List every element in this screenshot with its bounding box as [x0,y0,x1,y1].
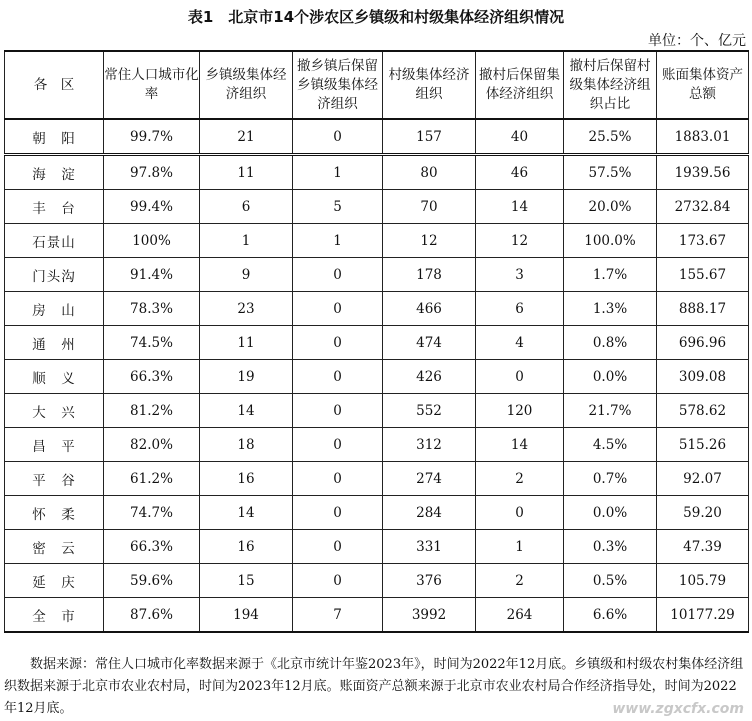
cell-total-assets: 10177.29 [657,598,749,633]
cell-retained-village-share: 6.6% [564,598,657,633]
header-row [5,51,749,119]
cell-retained-village-share: 0.3% [564,530,657,564]
cell-retained-township-orgs: 0 [293,360,383,394]
cell-retained-township-orgs: 0 [293,530,383,564]
unit-label: 单位：个、亿元 [648,33,746,49]
cell-urbanization-rate: 87.6% [104,598,200,633]
footnote: 数据来源：常住人口城市化率数据来源于《北京市统计年鉴2023年》，时间为2022年12月底。乡镇级和村级农村集体经济组织数据来源于北京市农业农村局，时间为2023年12月底。账面资产总额来源于北京市农业农村局合作经济指导处，时间为2022年12月底。 [4,657,744,716]
cell-retained-village-orgs: 12 [476,224,564,258]
table-body [5,119,749,632]
table-row [5,530,749,564]
cell-retained-township-orgs: 0 [293,462,383,496]
cell-retained-township-orgs: 5 [293,190,383,224]
cell-total-assets: 1939.56 [657,155,749,190]
cell-township-orgs: 194 [200,598,293,633]
cell-retained-township-orgs: 1 [293,155,383,190]
table-row [5,598,749,633]
cell-total-assets: 515.26 [657,428,749,462]
cell-total-assets: 105.79 [657,564,749,598]
cell-urbanization-rate: 97.8% [104,155,200,190]
cell-retained-village-orgs: 14 [476,428,564,462]
cell-township-orgs: 18 [200,428,293,462]
cell-urbanization-rate: 99.4% [104,190,200,224]
cell-retained-village-share: 0.8% [564,326,657,360]
cell-township-orgs: 19 [200,360,293,394]
cell-township-orgs: 6 [200,190,293,224]
table-row [5,155,749,190]
table-row [5,224,749,258]
cell-village-orgs: 284 [383,496,476,530]
cell-urbanization-rate: 100% [104,224,200,258]
cell-village-orgs: 331 [383,530,476,564]
cell-village-orgs: 3992 [383,598,476,633]
cell-retained-township-orgs: 0 [293,428,383,462]
cell-village-orgs: 80 [383,155,476,190]
cell-retained-village-orgs: 264 [476,598,564,633]
cell-district: 延 庆 [5,564,104,598]
header-retained-village-share: 撤村后保留村级集体经济组织占比 [564,51,657,119]
cell-village-orgs: 312 [383,428,476,462]
cell-village-orgs: 12 [383,224,476,258]
cell-village-orgs: 426 [383,360,476,394]
cell-retained-township-orgs: 0 [293,119,383,155]
cell-urbanization-rate: 59.6% [104,564,200,598]
cell-retained-village-share: 0.0% [564,496,657,530]
cell-retained-township-orgs: 0 [293,292,383,326]
cell-retained-village-share: 20.0% [564,190,657,224]
header-township-orgs: 乡镇级集体经济组织 [200,51,293,119]
cell-urbanization-rate: 61.2% [104,462,200,496]
cell-township-orgs: 16 [200,530,293,564]
cell-retained-township-orgs: 0 [293,496,383,530]
table-row [5,564,749,598]
table-header [5,51,749,119]
cell-total-assets: 888.17 [657,292,749,326]
cell-urbanization-rate: 99.7% [104,119,200,155]
cell-retained-village-orgs: 120 [476,394,564,428]
cell-village-orgs: 552 [383,394,476,428]
cell-township-orgs: 15 [200,564,293,598]
cell-district: 房 山 [5,292,104,326]
cell-district: 昌 平 [5,428,104,462]
cell-retained-village-share: 0.0% [564,360,657,394]
cell-village-orgs: 474 [383,326,476,360]
cell-retained-village-share: 21.7% [564,394,657,428]
header-retained-township-orgs: 撤乡镇后保留乡镇级集体经济组织 [293,51,383,119]
cell-retained-village-orgs: 46 [476,155,564,190]
cell-urbanization-rate: 66.3% [104,530,200,564]
cell-district: 大 兴 [5,394,104,428]
cell-retained-township-orgs: 0 [293,258,383,292]
header-retained-village-orgs: 撤村后保留集体经济组织 [476,51,564,119]
cell-district: 怀 柔 [5,496,104,530]
table-row [5,292,749,326]
cell-district: 密 云 [5,530,104,564]
cell-village-orgs: 178 [383,258,476,292]
cell-retained-township-orgs: 0 [293,394,383,428]
cell-total-assets: 696.96 [657,326,749,360]
cell-retained-village-orgs: 1 [476,530,564,564]
cell-retained-village-orgs: 0 [476,496,564,530]
cell-retained-village-orgs: 40 [476,119,564,155]
table-row [5,462,749,496]
cell-township-orgs: 16 [200,462,293,496]
cell-retained-village-share: 0.7% [564,462,657,496]
cell-retained-township-orgs: 1 [293,224,383,258]
cell-township-orgs: 1 [200,224,293,258]
cell-urbanization-rate: 74.7% [104,496,200,530]
cell-district: 顺 义 [5,360,104,394]
cell-retained-township-orgs: 0 [293,326,383,360]
cell-retained-village-share: 1.3% [564,292,657,326]
cell-total-assets: 578.62 [657,394,749,428]
cell-township-orgs: 11 [200,326,293,360]
table-title: 表1 北京市14个涉农区乡镇级和村级集体经济组织情况 [187,8,565,26]
table-row [5,326,749,360]
cell-township-orgs: 23 [200,292,293,326]
cell-total-assets: 309.08 [657,360,749,394]
header-urbanization-rate: 常住人口城市化率 [104,51,200,119]
table-row [5,496,749,530]
data-table [4,50,749,633]
cell-total-assets: 59.20 [657,496,749,530]
table-row [5,258,749,292]
cell-township-orgs: 9 [200,258,293,292]
cell-township-orgs: 21 [200,119,293,155]
cell-district: 全 市 [5,598,104,633]
cell-district: 朝 阳 [5,119,104,155]
cell-total-assets: 2732.84 [657,190,749,224]
header-district: 各 区 [5,51,104,119]
cell-urbanization-rate: 78.3% [104,292,200,326]
cell-village-orgs: 274 [383,462,476,496]
header-total-assets: 账面集体资产总额 [657,51,749,119]
cell-retained-village-orgs: 2 [476,462,564,496]
cell-retained-township-orgs: 0 [293,564,383,598]
cell-retained-village-share: 25.5% [564,119,657,155]
table-row [5,394,749,428]
cell-total-assets: 1883.01 [657,119,749,155]
table-row [5,119,749,155]
cell-urbanization-rate: 81.2% [104,394,200,428]
cell-total-assets: 173.67 [657,224,749,258]
cell-urbanization-rate: 91.4% [104,258,200,292]
table-row [5,190,749,224]
cell-district: 通 州 [5,326,104,360]
cell-district: 石景山 [5,224,104,258]
cell-total-assets: 92.07 [657,462,749,496]
cell-township-orgs: 14 [200,394,293,428]
cell-retained-village-share: 57.5% [564,155,657,190]
cell-village-orgs: 157 [383,119,476,155]
cell-township-orgs: 11 [200,155,293,190]
cell-retained-village-orgs: 4 [476,326,564,360]
cell-district: 丰 台 [5,190,104,224]
cell-village-orgs: 466 [383,292,476,326]
watermark: www.zgxcfx.com [612,701,744,717]
cell-village-orgs: 376 [383,564,476,598]
cell-retained-village-orgs: 14 [476,190,564,224]
cell-district: 门头沟 [5,258,104,292]
table-row [5,428,749,462]
cell-urbanization-rate: 82.0% [104,428,200,462]
cell-district: 海 淀 [5,155,104,190]
cell-urbanization-rate: 74.5% [104,326,200,360]
cell-total-assets: 155.67 [657,258,749,292]
cell-total-assets: 47.39 [657,530,749,564]
cell-district: 平 谷 [5,462,104,496]
cell-retained-village-share: 4.5% [564,428,657,462]
cell-retained-village-orgs: 6 [476,292,564,326]
cell-urbanization-rate: 66.3% [104,360,200,394]
cell-retained-village-share: 100.0% [564,224,657,258]
cell-retained-village-share: 1.7% [564,258,657,292]
cell-retained-village-orgs: 3 [476,258,564,292]
cell-retained-village-orgs: 0 [476,360,564,394]
cell-retained-village-share: 0.5% [564,564,657,598]
cell-retained-village-orgs: 2 [476,564,564,598]
cell-retained-township-orgs: 7 [293,598,383,633]
table-row [5,360,749,394]
cell-village-orgs: 70 [383,190,476,224]
header-village-orgs: 村级集体经济组织 [383,51,476,119]
cell-township-orgs: 14 [200,496,293,530]
